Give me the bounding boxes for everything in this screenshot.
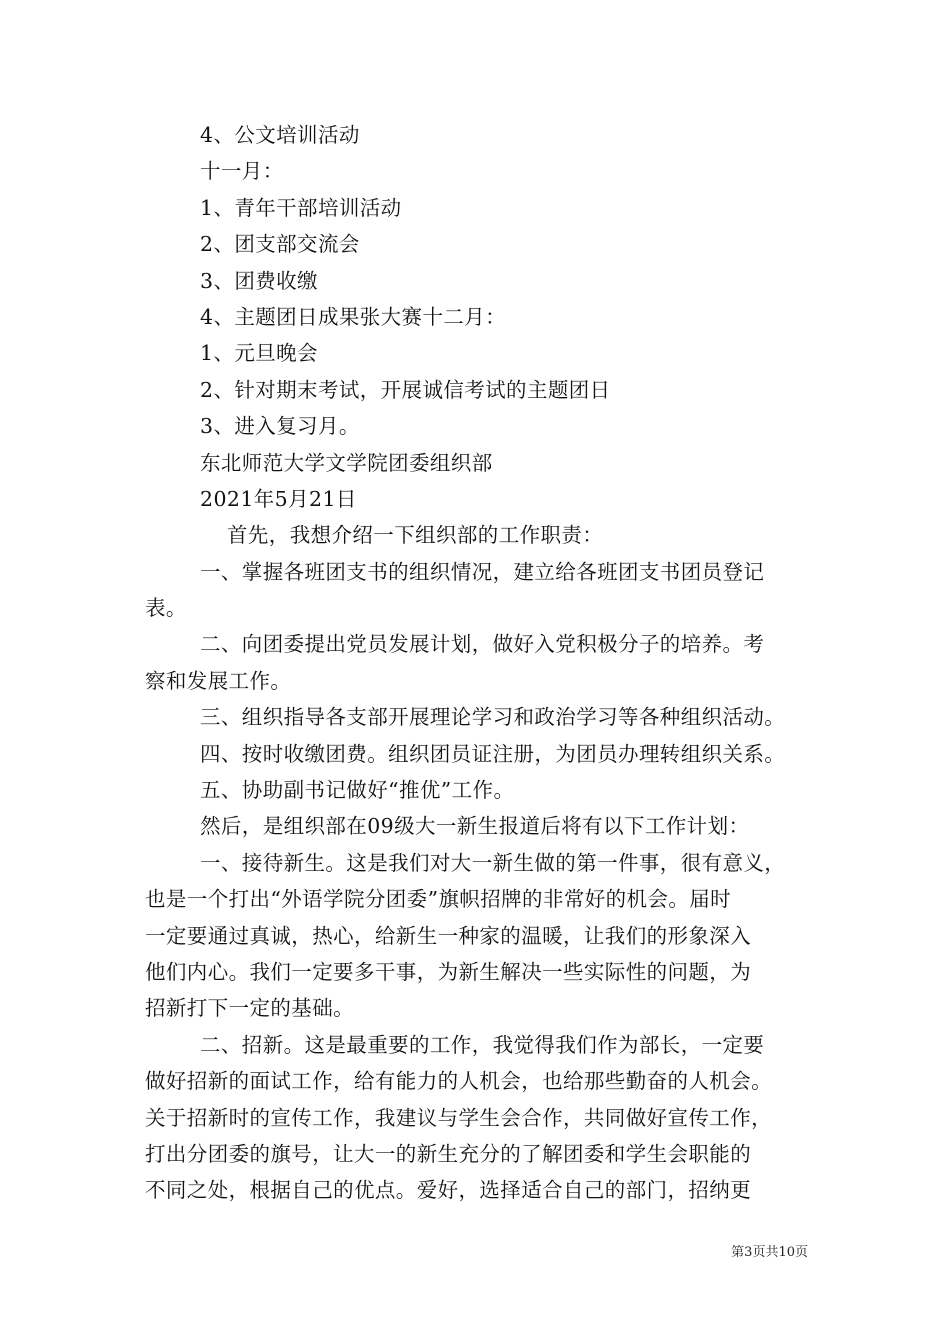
paragraph-line: 一定要通过真诚，热心，给新生一种家的温暖，让我们的形象深入 bbox=[145, 923, 752, 948]
signature-date: 2021年5月21日 bbox=[200, 486, 357, 511]
paragraph-line: 表。 bbox=[145, 596, 187, 621]
list-item: 2、团支部交流会 bbox=[200, 232, 360, 257]
paragraph-line: 不同之处，根据自己的优点。爱好，选择适合自己的部门，招纳更 bbox=[145, 1178, 752, 1203]
paragraph-line: 四、按时收缴团费。组织团员证注册，为团员办理转组织关系。 bbox=[200, 741, 786, 766]
month-heading: 十一月： bbox=[200, 159, 284, 184]
paragraph-line: 打出分团委的旗号，让大一的新生充分的了解团委和学生会职能的 bbox=[145, 1141, 752, 1166]
paragraph-line: 首先，我想介绍一下组织部的工作职责： bbox=[227, 523, 604, 548]
paragraph-line: 然后，是组织部在09级大一新生报道后将有以下工作计划： bbox=[200, 814, 750, 839]
document-body bbox=[145, 117, 810, 1209]
list-item: 2、针对期末考试，开展诚信考试的主题团日 bbox=[200, 377, 611, 402]
paragraph-line: 三、组织指导各支部开展理论学习和政治学习等各种组织活动。 bbox=[200, 705, 786, 730]
paragraph-line: 做好招新的面试工作，给有能力的人机会，也给那些勤奋的人机会。 bbox=[145, 1069, 772, 1094]
paragraph-line: 一、接待新生。这是我们对大一新生做的第一件事，很有意义， bbox=[200, 850, 786, 875]
paragraph-line: 五、协助副书记做好“推优”工作。 bbox=[200, 778, 515, 803]
list-item: 1、青年干部培训活动 bbox=[200, 195, 402, 220]
list-item: 4、主题团日成果张大赛十二月： bbox=[200, 304, 507, 329]
list-item: 4、公文培训活动 bbox=[200, 123, 360, 147]
list-item: 3、进入复习月。 bbox=[200, 414, 360, 439]
paragraph-line: 一、掌握各班团支书的组织情况，建立给各班团支书团员登记 bbox=[200, 559, 765, 584]
paragraph-line: 二、招新。这是最重要的工作，我觉得我们作为部长，一定要 bbox=[200, 1032, 765, 1057]
paragraph-line: 也是一个打出“外语学院分团委”旗帜招牌的非常好的机会。届时 bbox=[145, 887, 732, 912]
list-item: 1、元旦晚会 bbox=[200, 341, 318, 366]
paragraph-line: 招新打下一定的基础。 bbox=[145, 996, 354, 1021]
signature-organization: 东北师范大学文学院团委组织部 bbox=[200, 450, 493, 475]
paragraph-line: 二、向团委提出党员发展计划，做好入党积极分子的培养。考 bbox=[200, 632, 765, 657]
list-item: 3、团费收缴 bbox=[200, 268, 318, 293]
paragraph-line: 察和发展工作。 bbox=[145, 668, 292, 693]
paragraph-line: 关于招新时的宣传工作，我建议与学生会合作，共同做好宣传工作， bbox=[145, 1105, 772, 1130]
paragraph-line: 他们内心。我们一定要多干事，为新生解决一些实际性的问题，为 bbox=[145, 959, 752, 984]
page-number-footer: 第3页共10页 bbox=[731, 1245, 808, 1260]
